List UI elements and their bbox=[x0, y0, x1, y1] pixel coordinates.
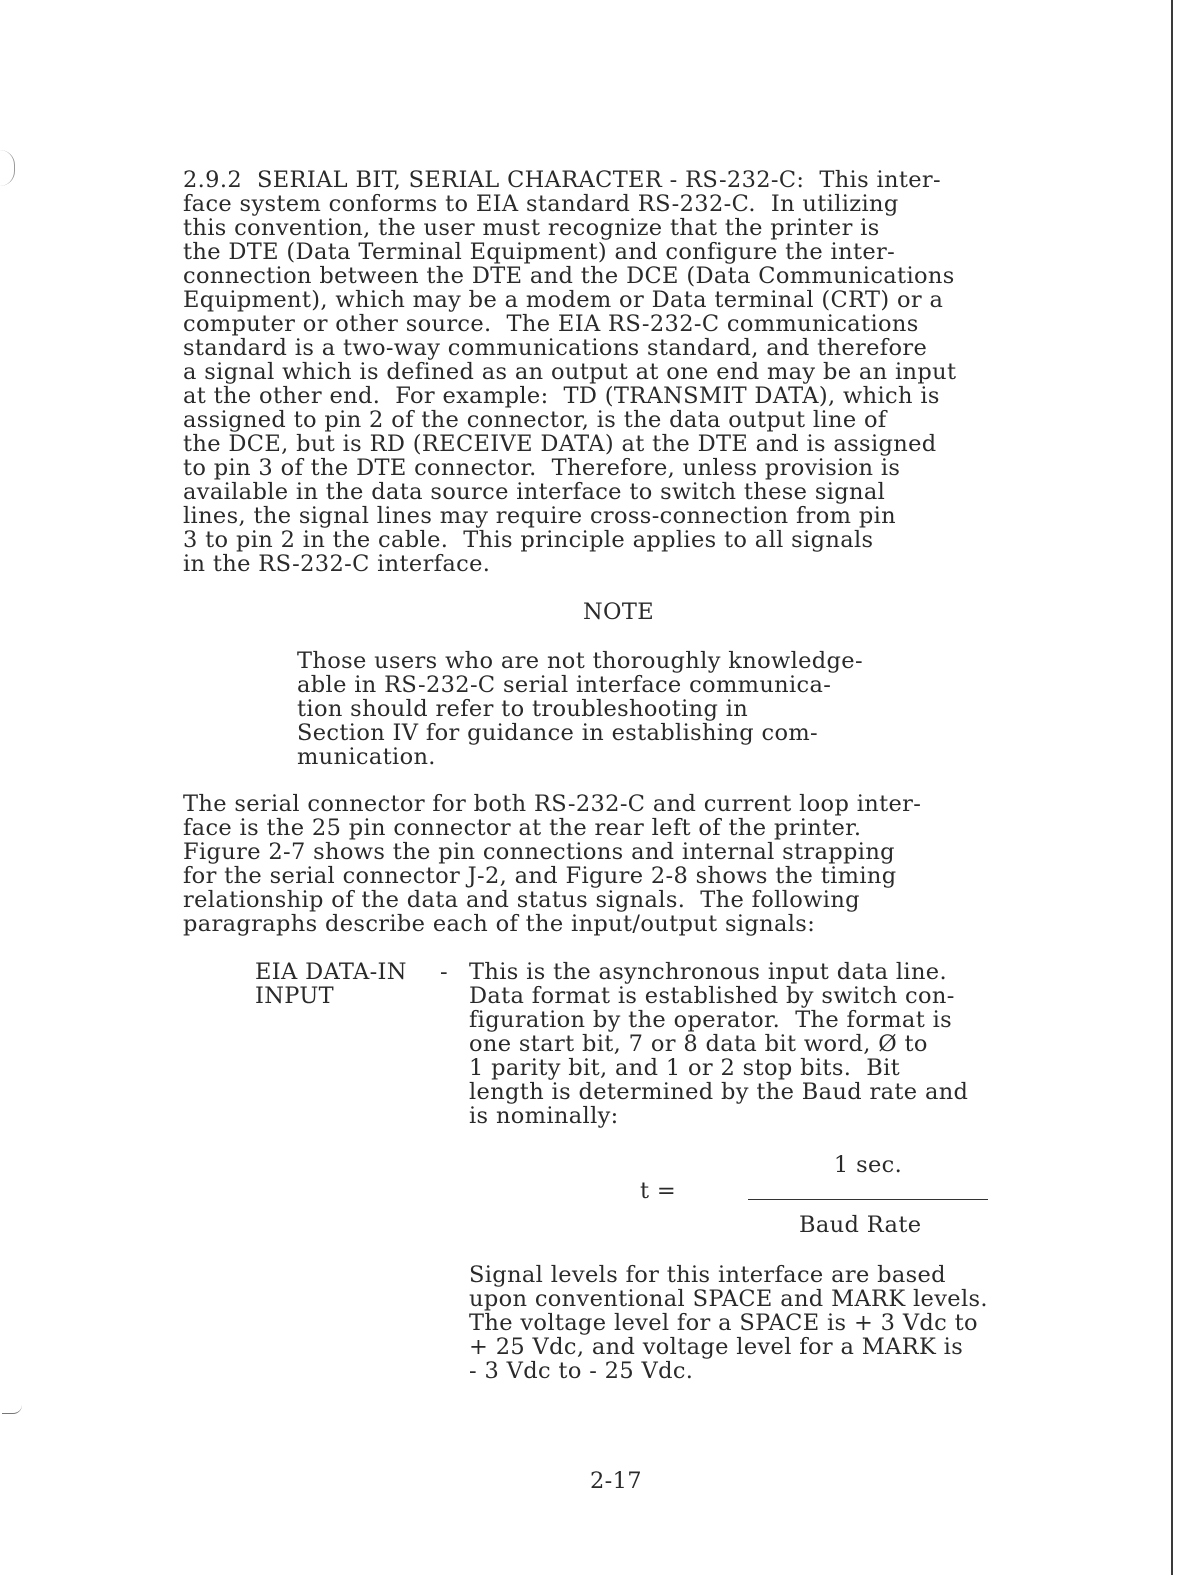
note-line: able in RS-232-C serial interface communica- bbox=[297, 672, 832, 698]
text-line: Figure 2-7 shows the pin connections and internal strapping bbox=[183, 839, 895, 865]
description-line: This is the asynchronous input data line. bbox=[469, 959, 947, 985]
note-line: tion should refer to troubleshooting in bbox=[297, 696, 749, 722]
text-line: at the other end. For example: TD (TRANSMIT DATA), which is bbox=[183, 383, 940, 409]
fraction-bar bbox=[748, 1199, 988, 1200]
text-line: to pin 3 of the DTE connector. Therefore, unless provision is bbox=[183, 455, 901, 481]
note-line: Those users who are not thoroughly knowledge- bbox=[297, 648, 863, 674]
levels-line: + 25 Vdc, and voltage level for a MARK is bbox=[469, 1334, 964, 1360]
formula-lhs: t = bbox=[640, 1178, 677, 1204]
note-heading: NOTE bbox=[583, 599, 654, 625]
description-line: Data format is established by switch con- bbox=[469, 983, 955, 1009]
description-line: is nominally: bbox=[469, 1103, 619, 1129]
signal-dash: - bbox=[440, 959, 448, 985]
text-line: computer or other source. The EIA RS-232-C communications bbox=[183, 311, 919, 337]
text-line: 3 to pin 2 in the cable. This principle applies to all signals bbox=[183, 527, 874, 553]
note-line: Section IV for guidance in establishing com- bbox=[297, 720, 819, 746]
page-edge bbox=[1171, 0, 1173, 1575]
text-line: assigned to pin 2 of the connector, is the data output line of bbox=[183, 407, 887, 433]
levels-line: The voltage level for a SPACE is + 3 Vdc to bbox=[469, 1310, 978, 1336]
text-line: this convention, the user must recognize that the printer is bbox=[183, 215, 880, 241]
signal-term: EIA DATA-IN bbox=[255, 959, 407, 985]
description-line: length is determined by the Baud rate and bbox=[469, 1079, 969, 1105]
text-line: lines, the signal lines may require cross-connection from pin bbox=[183, 503, 896, 529]
signal-term: INPUT bbox=[255, 983, 335, 1009]
text-line: relationship of the data and status signals. The following bbox=[183, 887, 860, 913]
levels-line: - 3 Vdc to - 25 Vdc. bbox=[469, 1358, 694, 1384]
scan-mark bbox=[0, 150, 15, 186]
text-line: The serial connector for both RS-232-C and current loop inter- bbox=[183, 791, 922, 817]
text-line: in the RS-232-C interface. bbox=[183, 551, 491, 577]
description-line: 1 parity bit, and 1 or 2 stop bits. Bit bbox=[469, 1055, 901, 1081]
text-line: a signal which is defined as an output at one end may be an input bbox=[183, 359, 957, 385]
text-line: for the serial connector J-2, and Figure 2-8 shows the timing bbox=[183, 863, 897, 889]
text-line: the DTE (Data Terminal Equipment) and configure the inter- bbox=[183, 239, 896, 265]
levels-line: Signal levels for this interface are based bbox=[469, 1262, 946, 1288]
text-line: face is the 25 pin connector at the rear left of the printer. bbox=[183, 815, 862, 841]
scan-mark bbox=[2, 1405, 22, 1414]
text-line: the DCE, but is RD (RECEIVE DATA) at the DTE and is assigned bbox=[183, 431, 937, 457]
formula-numerator: 1 sec. bbox=[833, 1152, 903, 1178]
description-line: figuration by the operator. The format is bbox=[469, 1007, 953, 1033]
text-line: available in the data source interface to switch these signal bbox=[183, 479, 886, 505]
description-line: one start bit, 7 or 8 data bit word, Ø to bbox=[469, 1031, 928, 1057]
page-number: 2-17 bbox=[590, 1468, 642, 1494]
text-line: connection between the DTE and the DCE (Data Communications bbox=[183, 263, 955, 289]
text-line: 2.9.2 SERIAL BIT, SERIAL CHARACTER - RS-232-C: This inter- bbox=[183, 167, 941, 193]
formula-denominator: Baud Rate bbox=[799, 1212, 922, 1238]
text-line: Equipment), which may be a modem or Data terminal (CRT) or a bbox=[183, 287, 944, 313]
text-line: paragraphs describe each of the input/output signals: bbox=[183, 911, 816, 937]
note-line: munication. bbox=[297, 744, 436, 770]
levels-line: upon conventional SPACE and MARK levels. bbox=[469, 1286, 988, 1312]
text-line: standard is a two-way communications standard, and therefore bbox=[183, 335, 928, 361]
text-line: face system conforms to EIA standard RS-232-C. In utilizing bbox=[183, 191, 899, 217]
